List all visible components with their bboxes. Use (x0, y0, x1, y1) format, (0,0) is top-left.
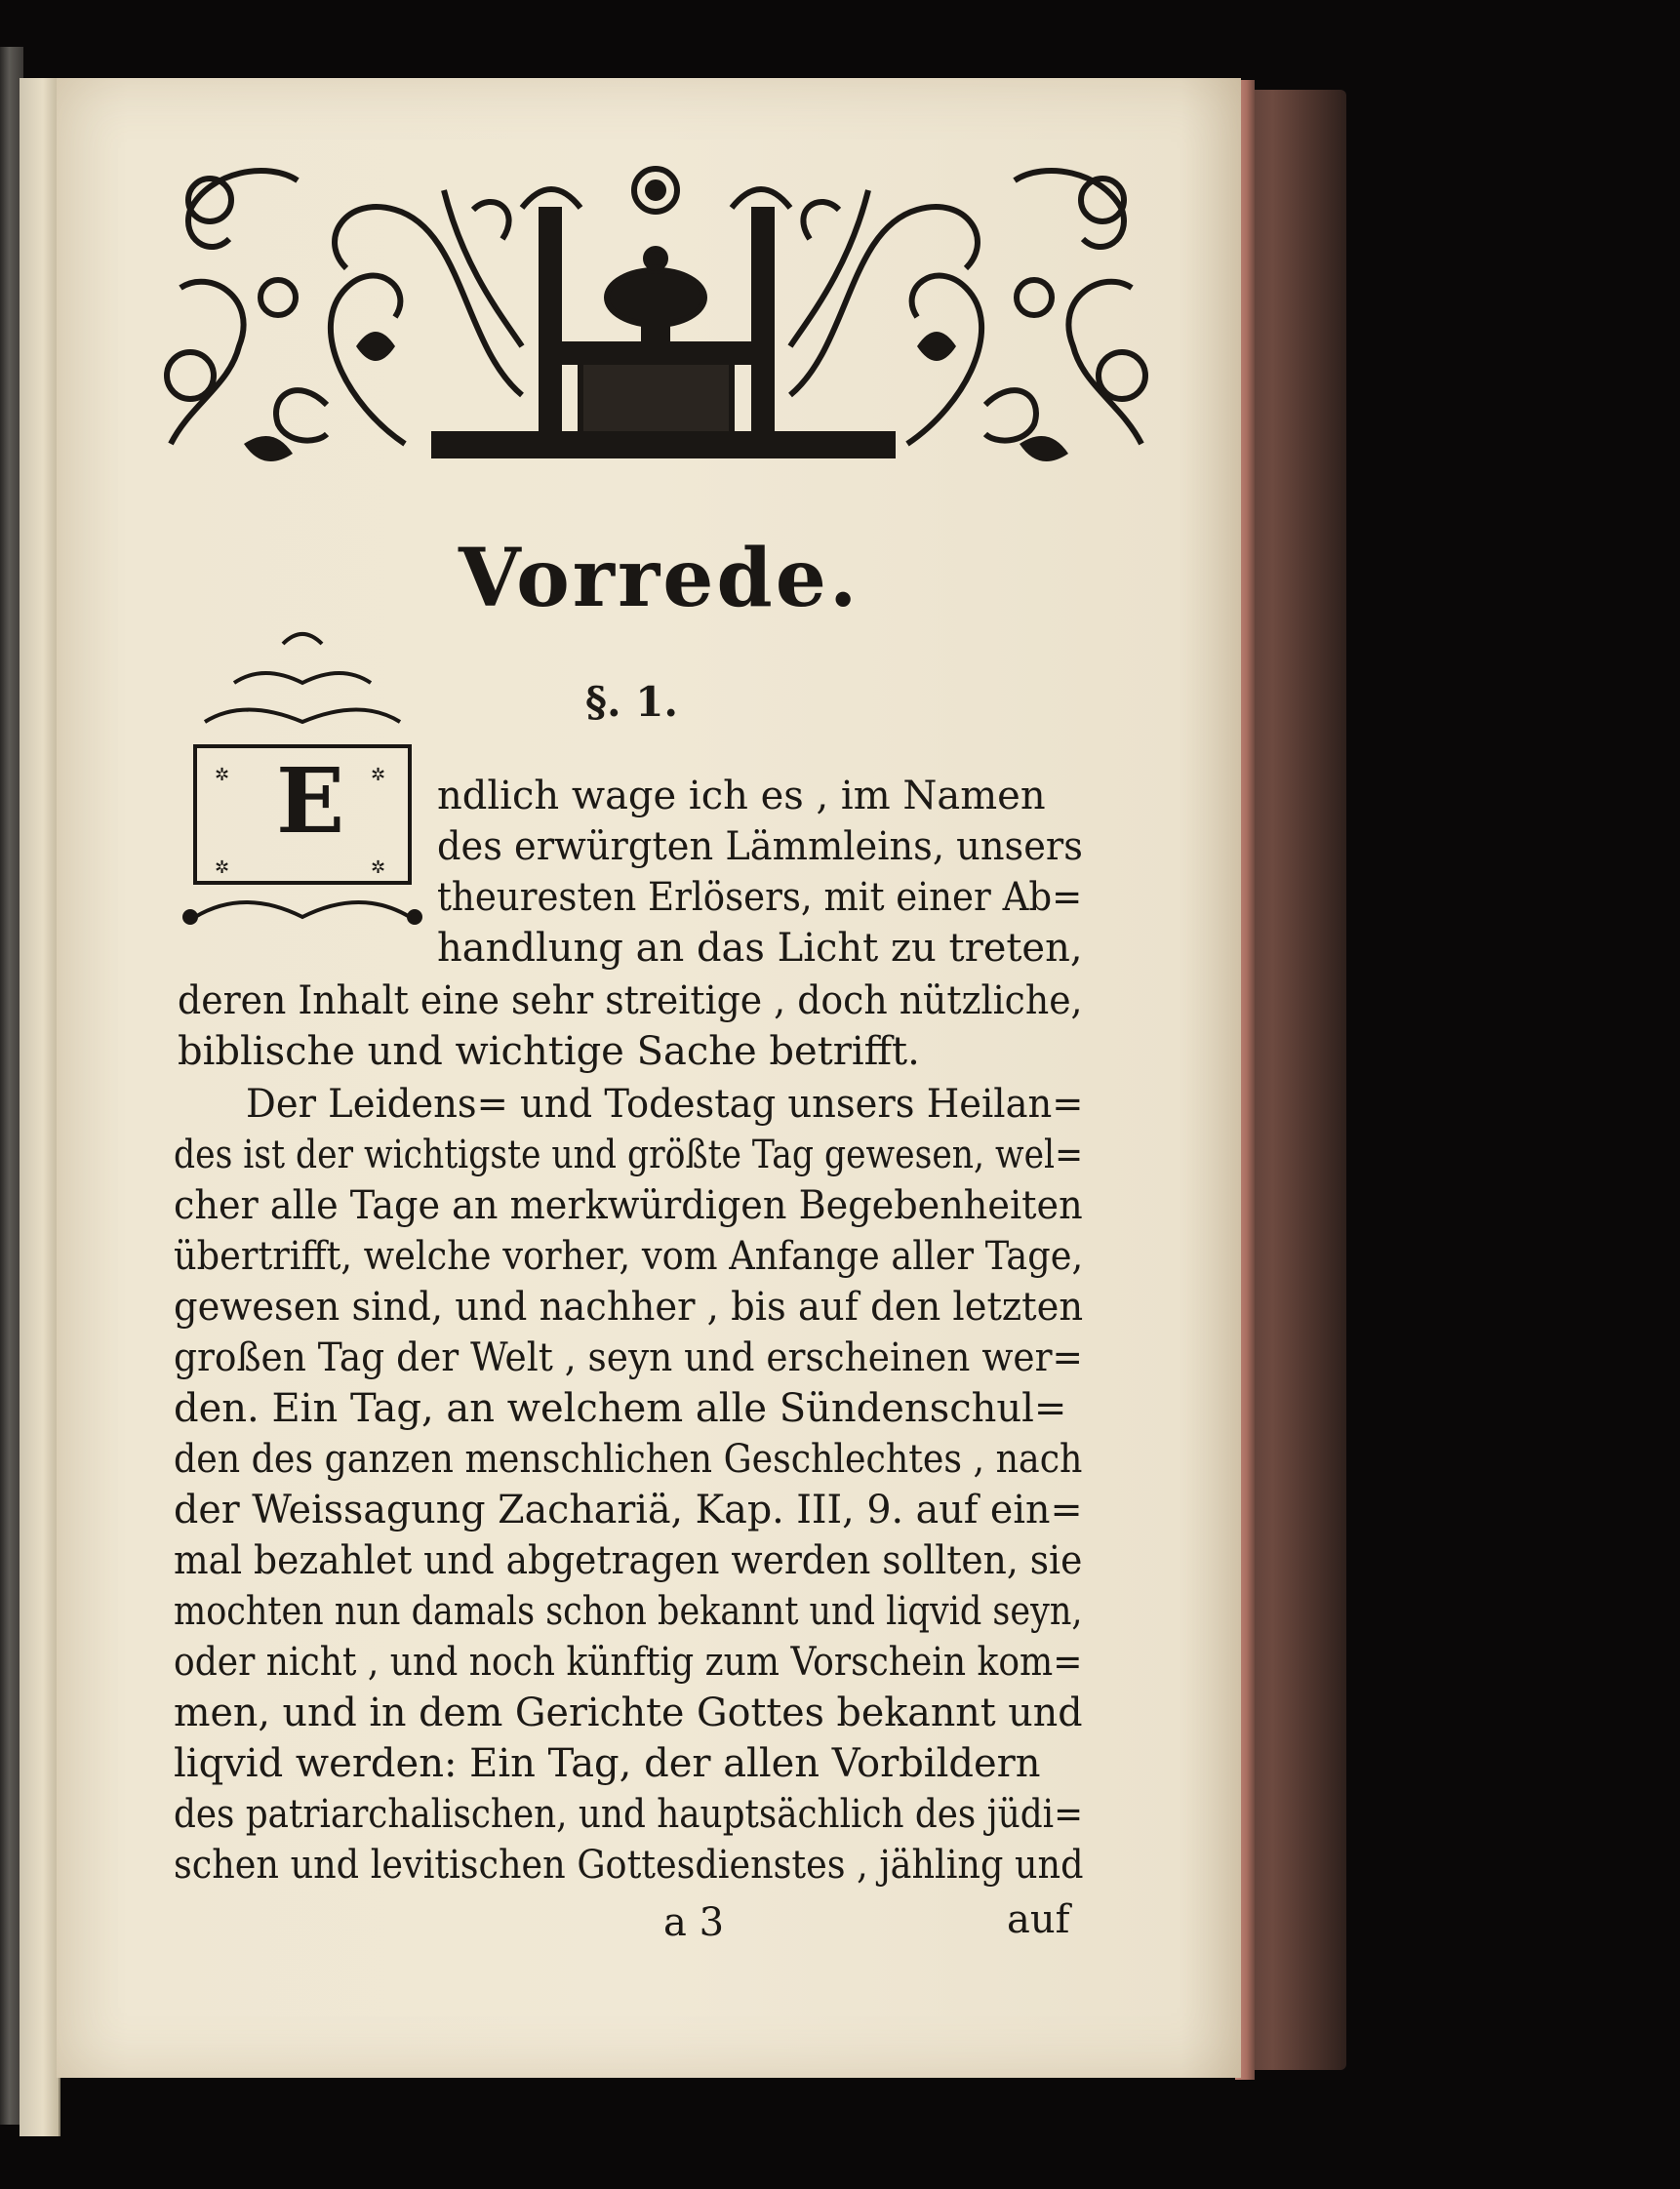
text-line: des ist der wichtigste und größte Tag gewesen, wel= (174, 1133, 1084, 1177)
text-line: des erwürgten Lämmleins, unsers (437, 824, 1083, 869)
text-line: deren Inhalt eine sehr streitige , doch nützliche, (178, 978, 1083, 1023)
text-line: ndlich wage ich es , im Namen (437, 774, 1046, 818)
section-mark: §. 1. (585, 678, 679, 726)
svg-text:✲: ✲ (215, 857, 230, 878)
left-page-edge (20, 78, 60, 2136)
text-line: biblische und wichtige Sache betrifft. (178, 1029, 920, 1074)
text-line: mal bezahlet und abgetragen werden sollten, sie (174, 1538, 1083, 1583)
catchword: auf (1007, 1897, 1070, 1942)
text-line: schen und levitischen Gottesdienstes , jähling und (174, 1843, 1084, 1888)
text-line: den. Ein Tag, an welchem alle Sündenschul= (174, 1386, 1067, 1431)
page-title: Vorrede. (459, 532, 860, 625)
text-line: übertrifft, welche vorher, vom Anfange aller Tage, (174, 1234, 1084, 1279)
svg-text:✲: ✲ (371, 765, 386, 785)
book-cover (1241, 90, 1346, 2070)
text-line: den des ganzen menschlichen Geschlechtes , nach (174, 1437, 1083, 1482)
text-line: Der Leidens= und Todestag unsers Heilan= (246, 1082, 1084, 1127)
text-line: handlung an das Licht zu treten, (437, 926, 1083, 971)
svg-text:✲: ✲ (215, 765, 230, 785)
initial-letter: E (276, 748, 345, 854)
text-line: der Weissagung Zachariä, Kap. III, 9. auf ein= (174, 1488, 1083, 1532)
text-line: cher alle Tage an merkwürdigen Begebenheiten (174, 1183, 1083, 1228)
ornamental-headpiece (151, 151, 1161, 468)
text-line: großen Tag der Welt , seyn und erscheinen wer= (174, 1335, 1083, 1380)
text-line: mochten nun damals schon bekannt und liqvid seyn, (174, 1589, 1083, 1634)
text-line: oder nicht , und noch künftig zum Vorschein kom= (174, 1640, 1083, 1685)
text-line: men, und in dem Gerichte Gottes bekannt und (174, 1691, 1083, 1735)
text-line: liqvid werden: Ein Tag, der allen Vorbildern (174, 1741, 1041, 1786)
svg-text:✲: ✲ (371, 857, 386, 878)
text-line: gewesen sind, und nachher , bis auf den letzten (174, 1285, 1084, 1330)
signature-mark: a 3 (663, 1900, 725, 1945)
text-line: des patriarchalischen, und hauptsächlich des jüdi= (174, 1792, 1084, 1837)
text-line: theuresten Erlösers, mit einer Ab= (437, 875, 1083, 920)
